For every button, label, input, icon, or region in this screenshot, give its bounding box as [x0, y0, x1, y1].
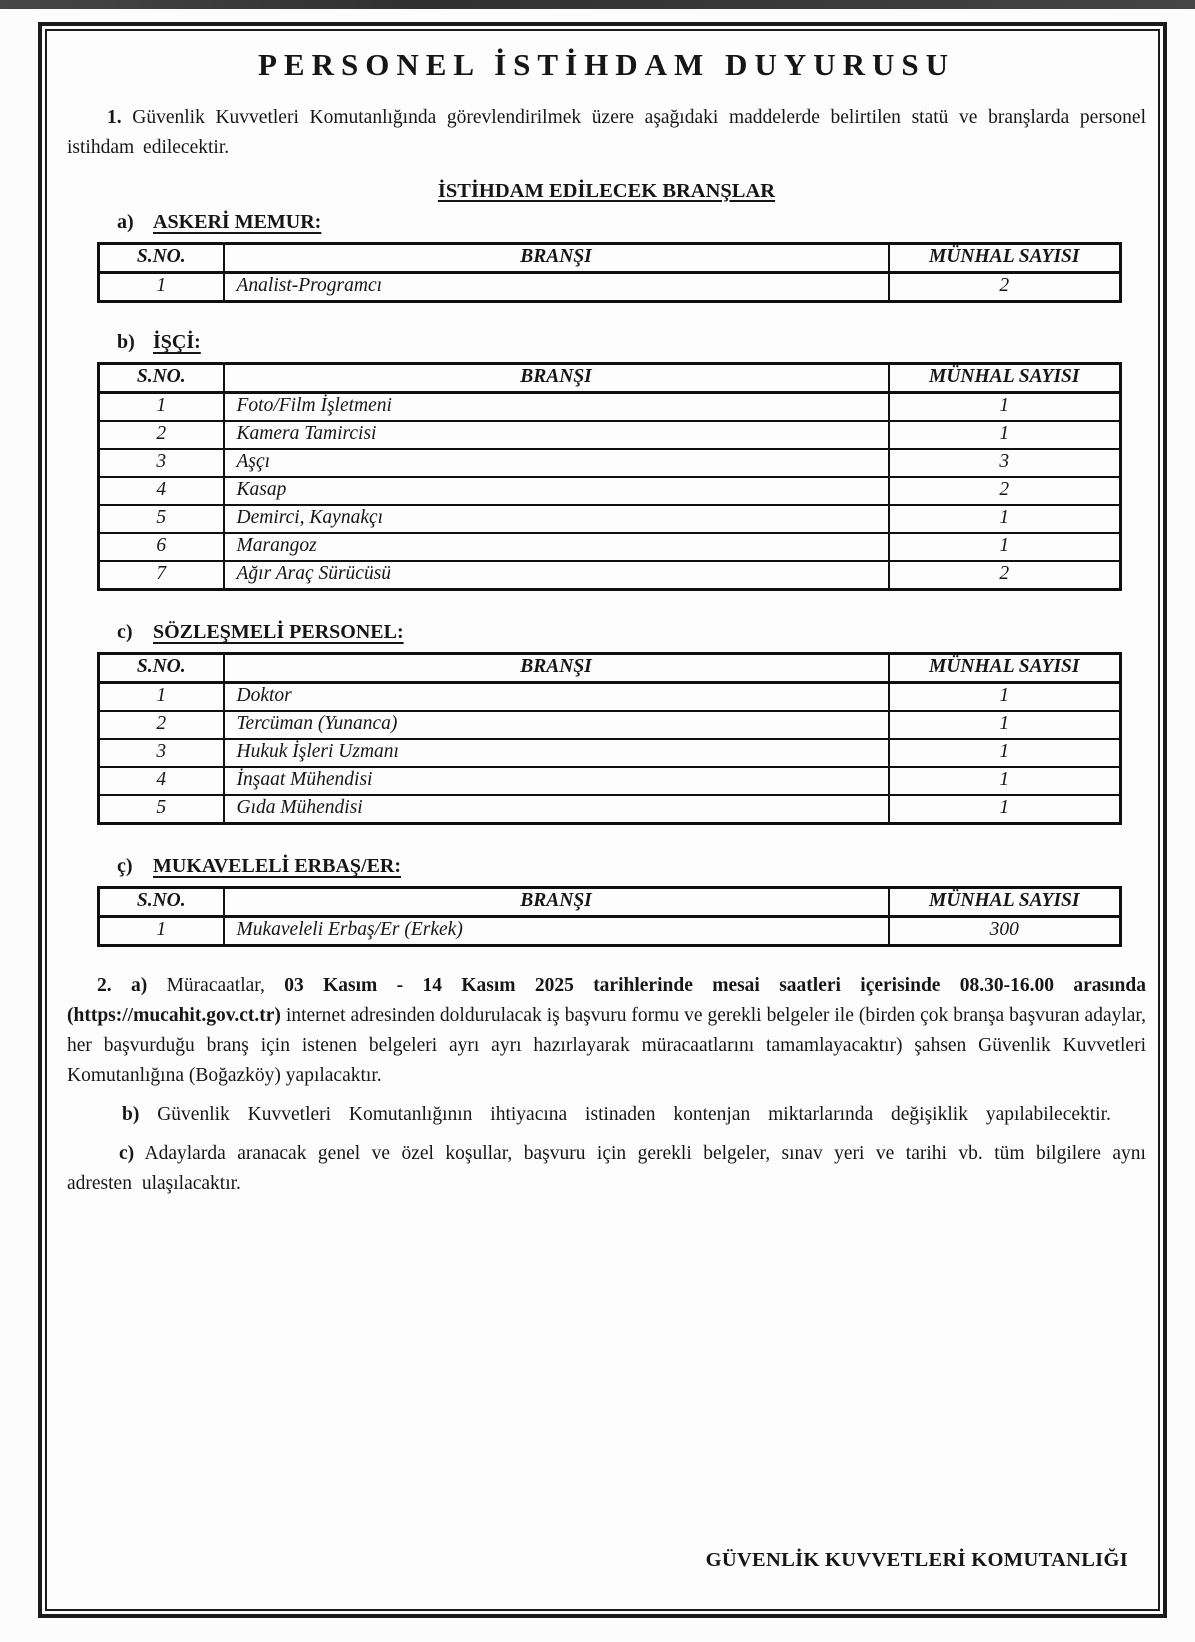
- row-number-cell: 3: [99, 449, 224, 477]
- table-row: [99, 795, 1121, 824]
- table-mukaveleli-erbas-er: [97, 886, 1122, 947]
- section-title: MUKAVELELİ ERBAŞ/ER:: [153, 855, 402, 877]
- vacancy-cell: 1: [889, 683, 1121, 712]
- vacancy-cell: 1: [889, 711, 1121, 739]
- intro-paragraph: [67, 103, 1146, 163]
- item-2a-dates: 03 Kasım - 14 Kasım 2025 tarihlerinde mesai saatleri içerisinde 08.30-16.00 arasında (https://mucahit.gov.ct.tr): [67, 975, 1146, 1026]
- table-row: [99, 505, 1121, 533]
- row-number-cell: 4: [99, 767, 224, 795]
- branch-cell: Kamera Tamircisi: [224, 421, 889, 449]
- col-header-vacancy: MÜNHAL SAYISI: [889, 888, 1121, 917]
- branch-cell: Doktor: [224, 683, 889, 712]
- col-header-sno: S.NO.: [99, 888, 224, 917]
- section-letter: c): [117, 621, 133, 643]
- row-number-cell: 4: [99, 477, 224, 505]
- table-row: [99, 683, 1121, 712]
- row-number-cell: 3: [99, 739, 224, 767]
- quota-change-paragraph: [67, 1100, 1146, 1130]
- table-isci: [97, 362, 1122, 591]
- row-number-cell: 1: [99, 917, 224, 946]
- branch-cell: Tercüman (Yunanca): [224, 711, 889, 739]
- table-row: [99, 449, 1121, 477]
- item-2c-label: c): [119, 1143, 135, 1164]
- vacancy-cell: 3: [889, 449, 1121, 477]
- vacancy-cell: 1: [889, 533, 1121, 561]
- vacancy-cell: 2: [889, 477, 1121, 505]
- table-row: [99, 917, 1121, 946]
- col-header-vacancy: MÜNHAL SAYISI: [889, 244, 1121, 273]
- item-2c-text: Adaylarda aranacak genel ve özel koşullar, başvuru için gerekli belgeler, sınav yeri ve tarihi vb. tüm bilgilere aynı adresten ulaşılacaktır.: [67, 1143, 1146, 1194]
- item-2a-label: 2. a): [97, 975, 148, 996]
- col-header-branch: BRANŞI: [224, 244, 889, 273]
- table-row: [99, 561, 1121, 590]
- branch-cell: Foto/Film İşletmeni: [224, 393, 889, 422]
- section-title: SÖZLEŞMELİ PERSONEL:: [153, 621, 404, 643]
- branch-cell: Hukuk İşleri Uzmanı: [224, 739, 889, 767]
- vacancy-cell: 1: [889, 767, 1121, 795]
- col-header-vacancy: MÜNHAL SAYISI: [889, 364, 1121, 393]
- branch-cell: Aşçı: [224, 449, 889, 477]
- section-title: İŞÇİ:: [153, 331, 201, 353]
- item-2a-text-1: Müracaatlar,: [166, 975, 265, 996]
- conditions-paragraph: [67, 1139, 1146, 1199]
- application-paragraph: [67, 971, 1146, 1091]
- item-2b-label: b): [122, 1104, 140, 1125]
- section-heading-isci: [117, 329, 1146, 355]
- table-header-row: [99, 364, 1121, 393]
- table-row: [99, 533, 1121, 561]
- vacancy-cell: 1: [889, 505, 1121, 533]
- vacancy-cell: 1: [889, 739, 1121, 767]
- branch-cell: Mukaveleli Erbaş/Er (Erkek): [224, 917, 889, 946]
- table-row: [99, 393, 1121, 422]
- table-row: [99, 477, 1121, 505]
- table-row: [99, 273, 1121, 302]
- table-row: [99, 421, 1121, 449]
- table-row: [99, 767, 1121, 795]
- branch-cell: Analist-Programcı: [224, 273, 889, 302]
- row-number-cell: 5: [99, 795, 224, 824]
- table-row: [99, 711, 1121, 739]
- page-title: PERSONEL İSTİHDAM DUYURUSU: [257, 47, 956, 82]
- col-header-sno: S.NO.: [99, 244, 224, 273]
- col-header-vacancy: MÜNHAL SAYISI: [889, 654, 1121, 683]
- table-sozlesmeli-personel: [97, 652, 1122, 825]
- branch-cell: Marangoz: [224, 533, 889, 561]
- col-header-sno: S.NO.: [99, 364, 224, 393]
- document-border-frame: [38, 22, 1167, 1618]
- intro-item-number: 1.: [107, 107, 122, 128]
- col-header-sno: S.NO.: [99, 654, 224, 683]
- vacancy-cell: 1: [889, 795, 1121, 824]
- row-number-cell: 1: [99, 393, 224, 422]
- intro-text: Güvenlik Kuvvetleri Komutanlığında görevlendirilmek üzere aşağıdaki maddelerde belirtilen statü ve branşlarda personel istihdam edilecektir.: [67, 107, 1146, 158]
- branches-heading: [67, 178, 1146, 204]
- section-letter: b): [117, 331, 135, 353]
- row-number-cell: 7: [99, 561, 224, 590]
- signature-title: GÜVENLİK KUVVETLERİ KOMUTANLIĞI: [705, 1549, 1128, 1571]
- document-content: [45, 29, 1160, 1611]
- row-number-cell: 1: [99, 273, 224, 302]
- row-number-cell: 5: [99, 505, 224, 533]
- col-header-branch: BRANŞI: [224, 364, 889, 393]
- branch-cell: Demirci, Kaynakçı: [224, 505, 889, 533]
- item-2a-text-2: internet adresinden doldurulacak iş başvuru formu ve gerekli belgeler ile (birden çok branşa başvuran adaylar, her başvurduğu branş için istenen belgeleri ayrı ayrı hazırlayarak müracaatlarını tamamlayacaktır) şahsen Güvenlik Kuvvetleri Komutanlığına (Boğazköy) yapılacaktır.: [67, 1005, 1147, 1086]
- vacancy-cell: 1: [889, 421, 1121, 449]
- section-letter: ç): [117, 855, 133, 877]
- item-2b-text: Güvenlik Kuvvetleri Komutanlığının ihtiyacına istinaden kontenjan miktarlarında değişiklik yapılabilecektir.: [157, 1104, 1111, 1125]
- table-row: [99, 739, 1121, 767]
- vacancy-cell: 2: [889, 273, 1121, 302]
- col-header-branch: BRANŞI: [224, 654, 889, 683]
- section-heading-mukaveleli-erbas-er: [117, 853, 1146, 879]
- row-number-cell: 6: [99, 533, 224, 561]
- branches-heading-text: İSTİHDAM EDİLECEK BRANŞLAR: [437, 180, 776, 202]
- row-number-cell: 1: [99, 683, 224, 712]
- row-number-cell: 2: [99, 711, 224, 739]
- section-letter: a): [117, 211, 134, 233]
- branch-cell: Kasap: [224, 477, 889, 505]
- branch-cell: Gıda Mühendisi: [224, 795, 889, 824]
- vacancy-cell: 300: [889, 917, 1121, 946]
- section-title: ASKERİ MEMUR:: [153, 211, 322, 233]
- section-heading-askeri-memur: [117, 209, 1146, 235]
- table-header-row: [99, 888, 1121, 917]
- vacancy-cell: 2: [889, 561, 1121, 590]
- table-header-row: [99, 654, 1121, 683]
- vacancy-cell: 1: [889, 393, 1121, 422]
- table-header-row: [99, 244, 1121, 273]
- branch-cell: Ağır Araç Sürücüsü: [224, 561, 889, 590]
- section-heading-sozlesmeli-personel: [117, 619, 1146, 645]
- branch-cell: İnşaat Mühendisi: [224, 767, 889, 795]
- scan-edge-bar: [0, 0, 1195, 9]
- row-number-cell: 2: [99, 421, 224, 449]
- col-header-branch: BRANŞI: [224, 888, 889, 917]
- table-askeri-memur: [97, 242, 1122, 303]
